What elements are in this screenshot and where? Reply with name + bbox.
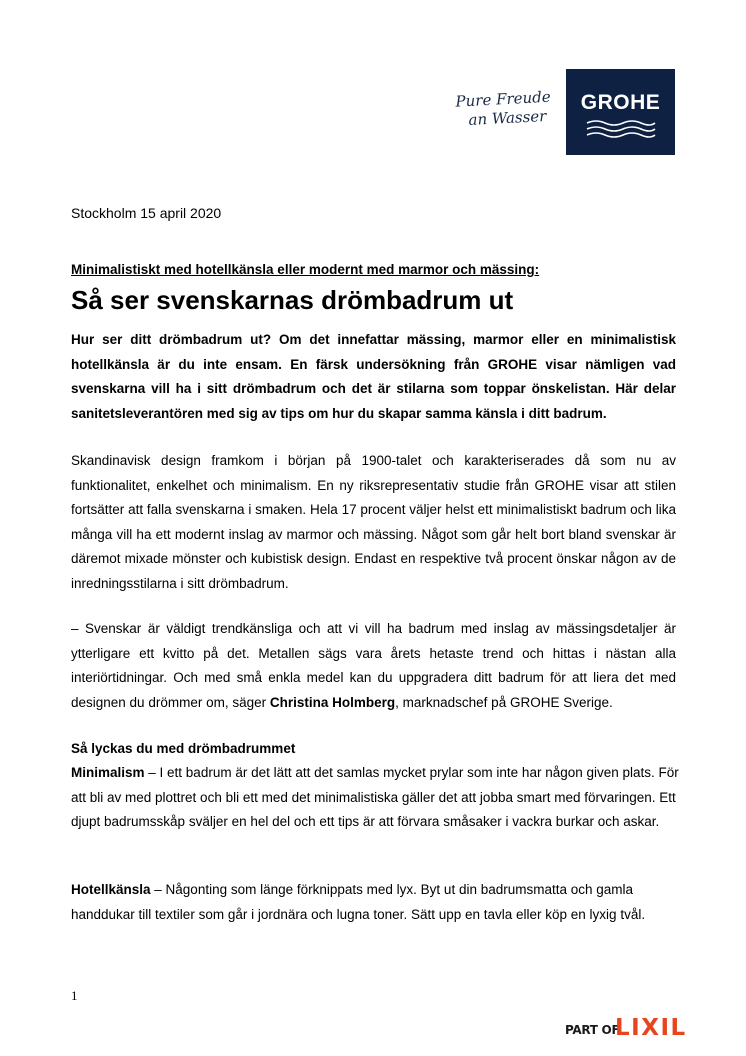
lead-paragraph: Hur ser ditt drömbadrum ut? Om det innefattar mässing, marmor eller en minimalistisk hotellkänsla är du inte ensam. En färsk undersökning från GROHE visar nämligen vad svenskarna vill ha i sitt drömbadrum och det är stilarna som toppar önskelistan. Här delar sanitetsleverantören med sig av tips om hur du skapar samma känsla i ditt badrum. xyxy=(71,332,676,421)
kicker: Minimalistiskt med hotellkänsla eller modernt med marmor och mässing: xyxy=(71,262,540,277)
quote-paragraph xyxy=(71,617,676,715)
body-paragraph-1: Skandinavisk design framkom i början på 1900-talet och karakteriserades då som nu av funktionalitet, enkelhet och minimalism. En ny riksrepresentativ studie från GROHE visar att stilen fortsätter att falla svenskarna i smaken. Hela 17 procent väljer helst ett minimalistiskt badrum och lika många vill ha ett modernt inslag av marmor och mässing. Något som går helt bort bland svenskar är däremot mixade mönster och kubistisk design. Endast en respektive två procent önskar någon av de inredningsstilarna i sitt drömbadrum. xyxy=(71,453,676,591)
tagline-line-2: an Wasser xyxy=(468,106,547,130)
quote-speaker: Christina Holmberg xyxy=(269,694,396,710)
tip-text: – Någonting som länge förknippats med lyx. Byt ut din badrumsmatta och gamla handdukar till textiler som går i jordnära och lugna toner. Sätt upp en tavla eller köp en lyxig tvål. xyxy=(71,882,646,922)
page-title: Så ser svenskarnas drömbadrum ut xyxy=(71,285,514,315)
tip-text: – I ett badrum är det lätt att det samlas mycket prylar som inte har någon given plats. För att bli av med plottret och bli ett med det minimalistiska gäller det att jobba smart med förvaringen. Ett djupt badrumsskåp sväljer en hel del och ett tips är att förvara småsaker i vackra burkar och askar. xyxy=(71,765,679,829)
brand-tagline xyxy=(451,87,563,131)
grohe-logo-text: GROHE xyxy=(580,91,661,114)
quote-text: – Svenskar är väldigt trendkänsliga och att vi vill ha badrum med inslag av mässingsdetaljer är ytterligare ett kvitto på det. Metallen sägs vara årets hetaste trend och hittas i nästan alla interiörtidningar. Och med små enkla medel kan du uppgradera ditt badrum för att liera det med designen du drömmer om, säger xyxy=(71,621,676,710)
page-number: 1 xyxy=(71,988,78,1003)
quote-role: , marknadschef på GROHE Sverige. xyxy=(395,694,613,710)
part-of-label: PART OF xyxy=(565,1023,620,1037)
lixil-logo: LIXIL xyxy=(615,1015,687,1041)
grohe-logo xyxy=(566,69,675,155)
tip-term: Hotellkänsla xyxy=(71,882,151,897)
tip-hotellkansla xyxy=(71,878,691,927)
tagline-line-1: Pure Freude xyxy=(455,87,552,111)
section-heading: Så lyckas du med drömbadrummet xyxy=(71,741,296,756)
tip-term: Minimalism xyxy=(71,765,145,780)
dateline: Stockholm 15 april 2020 xyxy=(71,205,222,221)
waves-icon xyxy=(585,119,657,139)
tip-minimalism xyxy=(71,761,691,835)
